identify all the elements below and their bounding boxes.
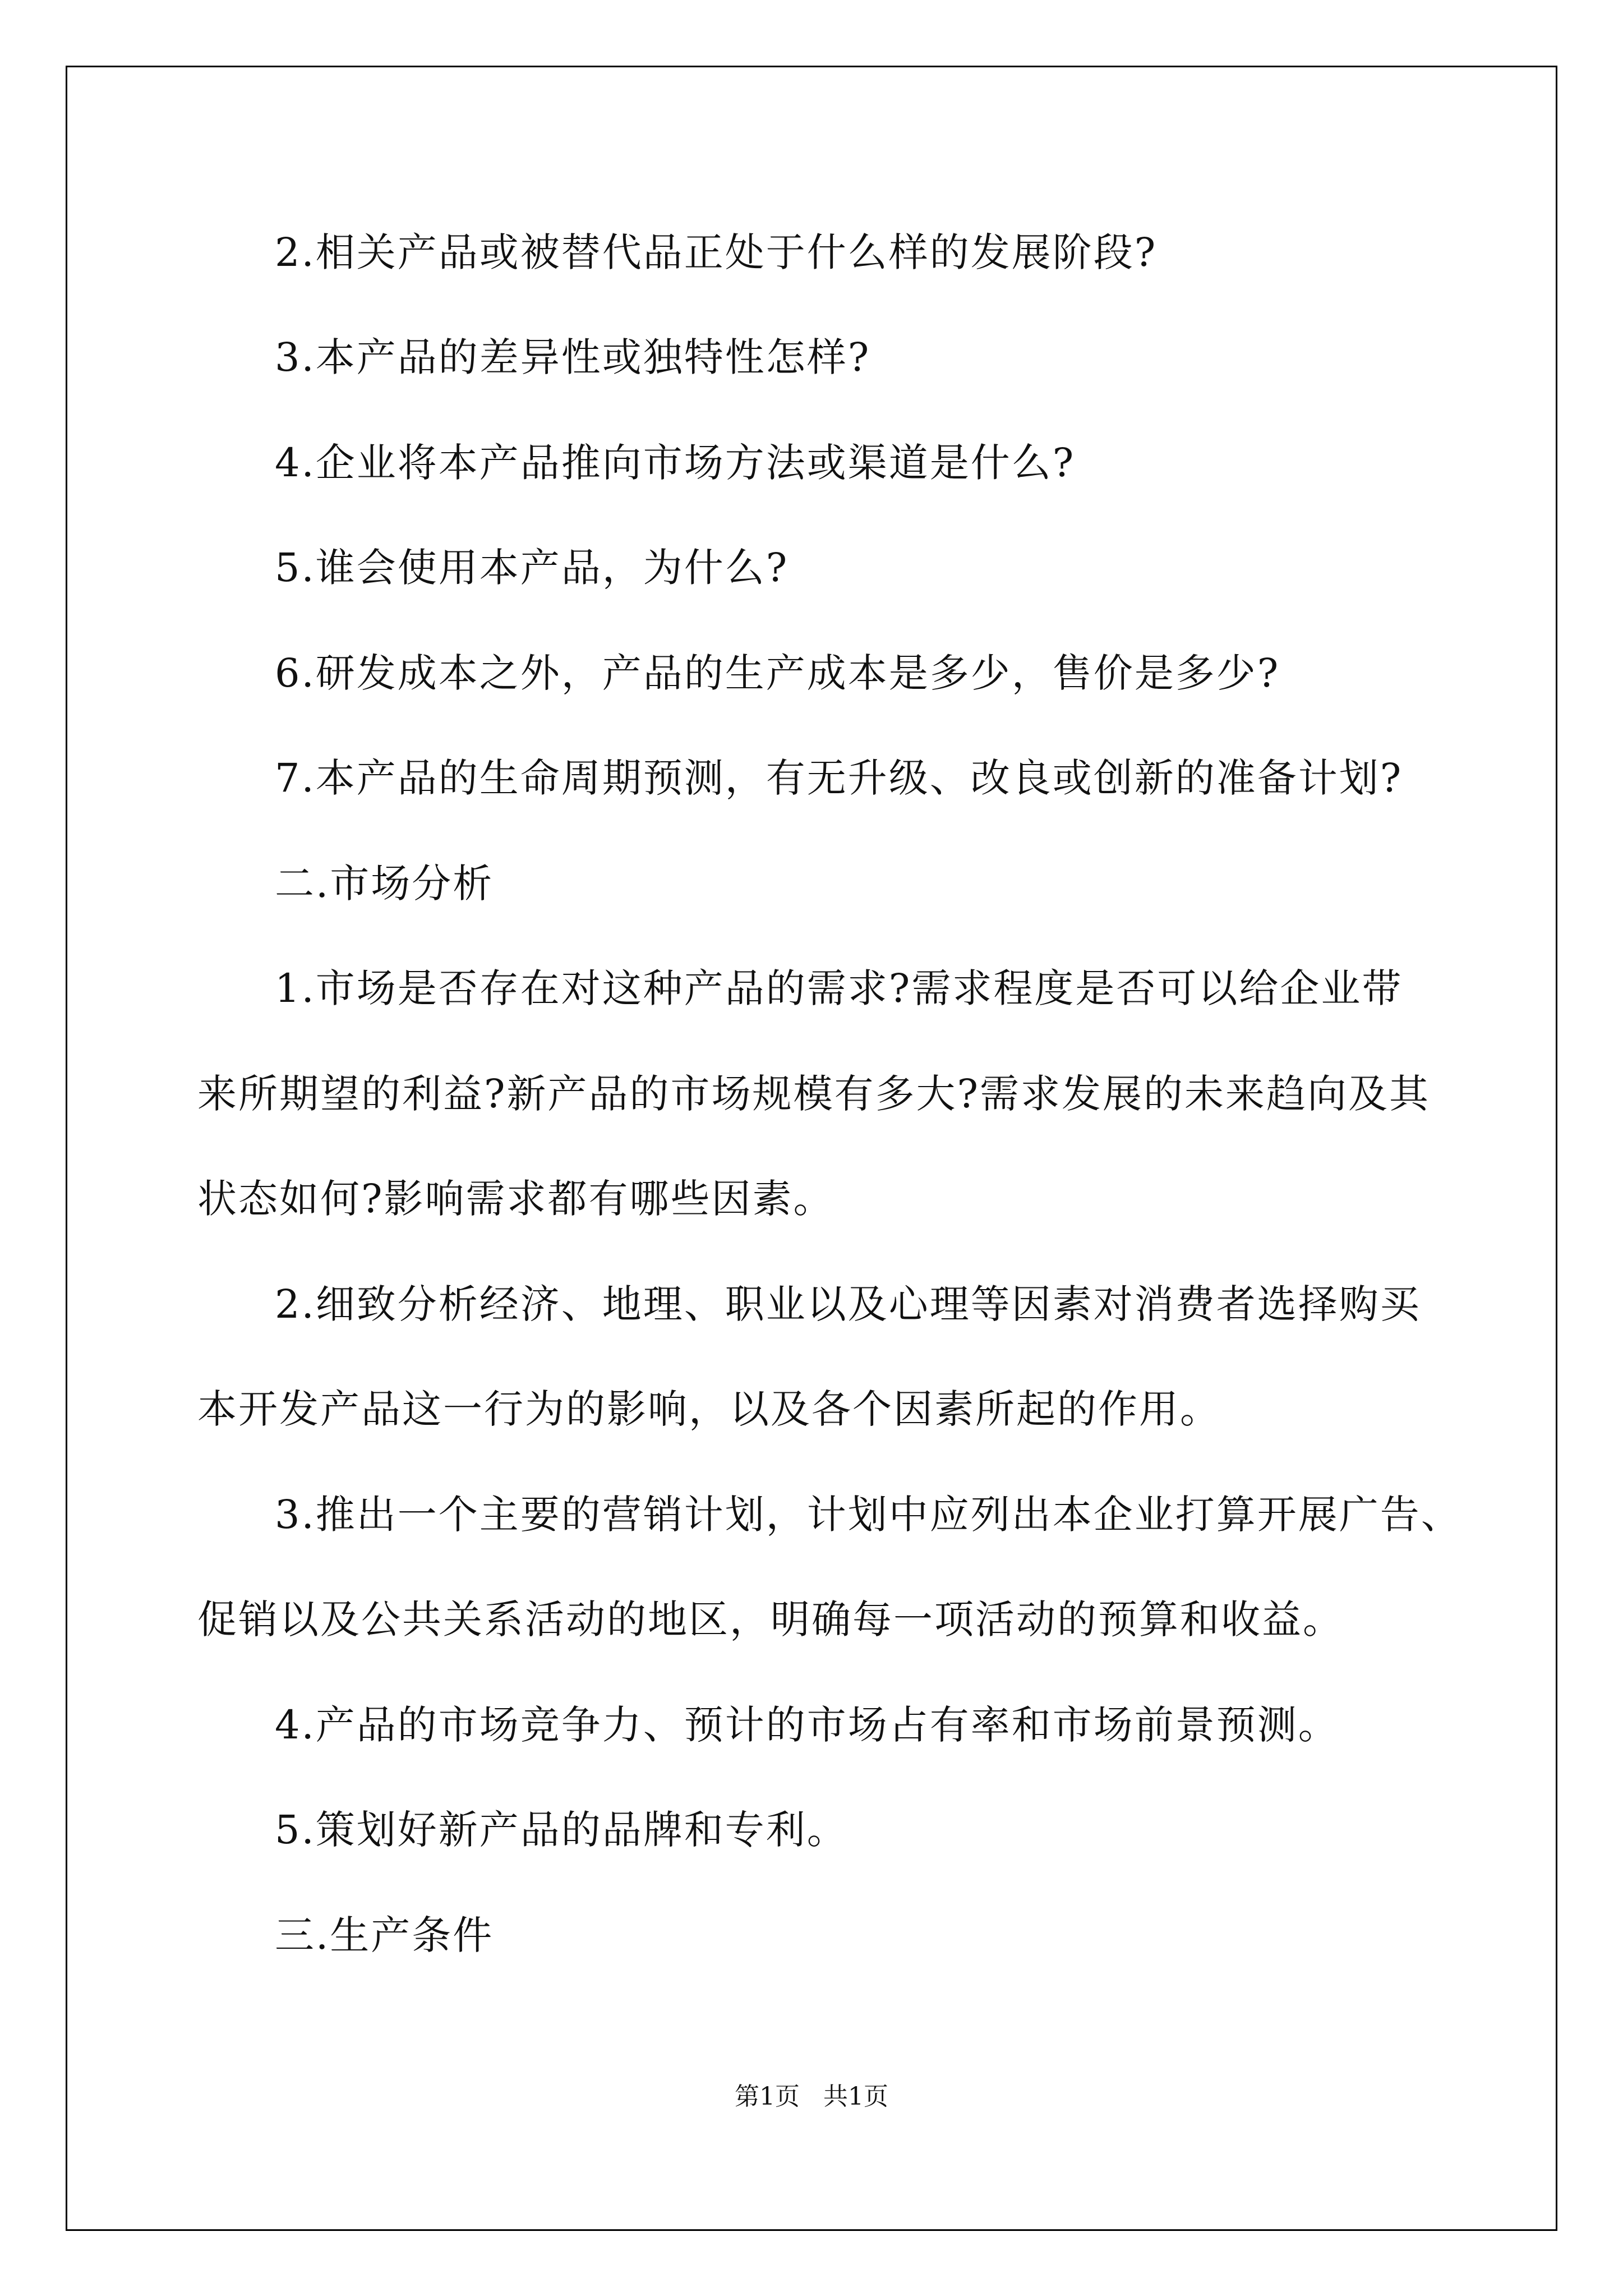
page-footer: 第1页 共1页	[735, 2082, 888, 2111]
text-line: 2.细致分析经济、地理、职业以及心理等因素对消费者选择购买	[275, 1281, 1421, 1327]
text-line: 来所期望的利益?新产品的市场规模有多大?需求发展的未来趋向及其	[197, 1071, 1431, 1117]
text-line: 促销以及公共关系活动的地区，明确每一项活动的预算和收益。	[197, 1596, 1344, 1642]
section-heading: 二.市场分析	[275, 861, 494, 907]
text-line: 3.推出一个主要的营销计划，计划中应列出本企业打算开展广告、	[275, 1492, 1462, 1538]
page-border	[66, 66, 1557, 2231]
text-line: 4.企业将本产品推向市场方法或渠道是什么?	[275, 440, 1076, 486]
text-line: 本开发产品这一行为的影响，以及各个因素所起的作用。	[197, 1386, 1221, 1432]
text-line: 4.产品的市场竞争力、预计的市场占有率和市场前景预测。	[275, 1702, 1339, 1748]
text-line: 5.谁会使用本产品，为什么?	[275, 545, 789, 591]
text-line: 1.市场是否存在对这种产品的需求?需求程度是否可以给企业带	[275, 965, 1403, 1011]
text-line: 2.相关产品或被替代品正处于什么样的发展阶段?	[275, 229, 1158, 275]
section-heading: 三.生产条件	[275, 1912, 494, 1958]
text-line: 6.研发成本之外，产品的生产成本是多少，售价是多少?	[275, 650, 1280, 696]
text-line: 5.策划好新产品的品牌和专利。	[275, 1807, 848, 1853]
text-line: 3.本产品的差异性或独特性怎样?	[275, 334, 871, 380]
text-line: 7.本产品的生命周期预测，有无升级、改良或创新的准备计划?	[275, 755, 1403, 801]
text-line: 状态如何?影响需求都有哪些因素。	[197, 1176, 834, 1222]
